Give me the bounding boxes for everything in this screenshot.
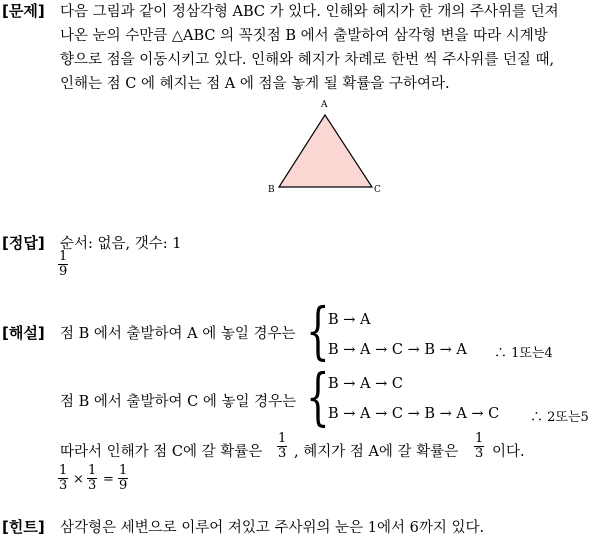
conclusion-fraction-1 (277, 432, 287, 461)
eq-c-den: 9 (119, 478, 128, 493)
eq-c-num: 1 (119, 463, 128, 478)
case1-path-2: B → A → C → B → A (328, 342, 467, 358)
case2-path-2: B → A → C → B → A → C (328, 406, 500, 422)
case1-brace: { (306, 294, 330, 367)
eq-b-num: 1 (88, 463, 97, 478)
eq-frac-a (58, 464, 68, 493)
triangle-abc (279, 115, 372, 187)
eq-times: × (73, 472, 84, 487)
conclusion-part-2: , 혜지가 점 A에 갈 확률은 (294, 444, 459, 460)
case1-note: ∴ 1또는4 (494, 346, 553, 361)
case1-text: 점 B 에서 출발하여 A 에 놓일 경우는 (60, 326, 296, 342)
problem-line-3: 향으로 점을 이동시키고 있다. 인해와 혜지가 차례로 한번 씩 주사위를 던질 때, (60, 52, 555, 68)
triangle-figure (262, 94, 392, 198)
eq-b-den: 3 (88, 478, 97, 493)
vertex-a-label: A (321, 100, 328, 110)
final-equation (58, 464, 148, 500)
vertex-b-label: B (268, 185, 275, 195)
answer-frac-num: 1 (59, 249, 68, 264)
eq-a-den: 3 (59, 478, 68, 493)
answer-frac-den: 9 (59, 264, 68, 279)
problem-line-1: 다음 그림과 같이 정삼각형 ABC 가 있다. 인해와 혜지가 한 개의 주사위를 던져 (60, 4, 559, 20)
problem-line-4: 인해는 점 C 에 혜지는 점 A 에 점을 놓게 될 확률을 구하여라. (60, 76, 450, 92)
problem-label: [문제] (2, 2, 45, 20)
eq-frac-c (118, 464, 128, 493)
solution-label: [해설] (2, 324, 45, 342)
case2-path-1: B → A → C (328, 376, 403, 392)
frac1-den: 3 (278, 446, 287, 461)
frac1-num: 1 (278, 431, 287, 446)
conclusion-part-1: 따라서 인해가 점 C에 갈 확률은 (60, 444, 263, 460)
eq-equals: = (103, 472, 114, 487)
case2-brace: { (306, 360, 330, 433)
answer-label: [정답] (2, 234, 45, 252)
eq-a-num: 1 (59, 463, 68, 478)
problem-line-2: 나온 눈의 수만큼 △ABC 의 꼭짓점 B 에서 출발하여 삼각형 변을 따라 시계방 (60, 28, 548, 44)
hint-text: 삼각형은 세변으로 이루어 져있고 주사위의 눈은 1에서 6까지 있다. (60, 520, 485, 536)
answer-fraction (58, 250, 68, 279)
conclusion-part-3: 이다. (492, 444, 525, 460)
frac2-num: 1 (475, 431, 484, 446)
vertex-c-label: C (374, 185, 381, 195)
case2-text: 점 B 에서 출발하여 C 에 놓일 경우는 (60, 394, 297, 410)
hint-label: [힌트] (2, 518, 45, 536)
frac2-den: 3 (475, 446, 484, 461)
case2-note: ∴ 2또는5 (530, 410, 589, 425)
case1-path-1: B → A (328, 312, 371, 328)
eq-frac-b (87, 464, 97, 493)
conclusion-fraction-2 (474, 432, 484, 461)
answer-line: 순서: 없음, 갯수: 1 (60, 236, 182, 252)
